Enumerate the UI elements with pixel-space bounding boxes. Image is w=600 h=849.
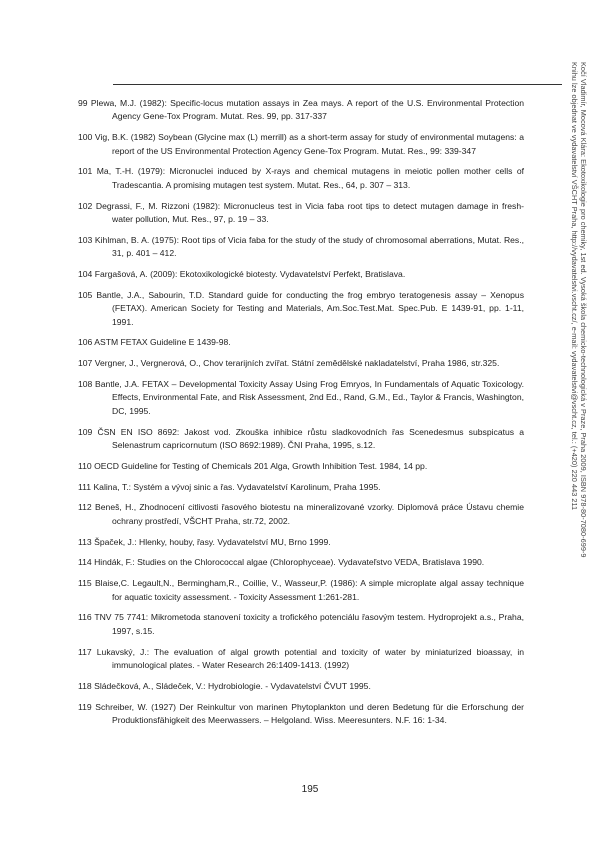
reference-text: Lukavský, J.: The evaluation of algal growth potential and toxicity of water by miniaturized bioassay, in immunological plates. - Water Research 26:1409-1413. (1992) xyxy=(96,646,525,671)
reference-item xyxy=(78,200,524,227)
reference-item xyxy=(78,268,524,281)
reference-text: Vergner, J., Vergnerová, O., Chov terarijních zvířat. Státní zemědělské nakladatelství, Praha 1986, str.325. xyxy=(94,358,500,369)
reference-text: Degrassi, F., M. Rizzoni (1982): Micronucleus test in Vicia faba root tips to detect mutagen damage in fresh-water pollution, Mut. Res., 97, p. 19 – 33. xyxy=(95,200,524,225)
reference-item xyxy=(78,536,524,549)
reference-item xyxy=(78,501,524,528)
reference-text: Kalina, T.: Systém a vývoj sinic a řas. Vydavatelství Karolinum, Praha 1995. xyxy=(93,481,381,492)
reference-text: ČSN EN ISO 8692: Jakost vod. Zkouška inhibice růstu sladkovodních řas Scenedesmus subspicatus a Selenastrum capricornutum (ISO 8692:1989). ČNI Praha, 1995, s.12. xyxy=(97,426,524,451)
reference-number: 119 xyxy=(78,701,92,712)
reference-number: 106 xyxy=(78,337,93,348)
reference-number: 104 xyxy=(78,269,93,280)
reference-text: Plewa, M.J. (1982): Specific-locus mutation assays in Zea mays. A report of the U.S. Environmental Protection Agency Gene-Tox Program. Mutat. Res. 99, pp. 317-337 xyxy=(90,98,525,122)
reference-item xyxy=(78,646,524,673)
reference-text: ASTM FETAX Guideline E 1439-98. xyxy=(94,337,231,348)
reference-number: 103 xyxy=(78,234,93,245)
reference-text: Ma, T.-H. (1979): Micronuclei induced by X-rays and chemical mutagens in meiotic pollen mother cells of Tradescantia. A promising mutagen test system. Mutat. Res., 64, p. 307 – 313. xyxy=(96,166,524,190)
reference-number: 107 xyxy=(78,358,93,369)
reference-number: 99 xyxy=(78,98,88,108)
reference-list xyxy=(78,97,524,735)
side-note-citation: Kočí Vladimír, Mocová Klára: Ekotoxikologie pro chemiky, 1st ed. Vysoká škola chemicko-technologická v Praze, Praha 2009, ISBN 978-80-7080-699-9 xyxy=(579,62,588,558)
reference-item xyxy=(78,556,524,569)
reference-number: 101 xyxy=(78,166,93,177)
page-number: 195 xyxy=(301,784,319,795)
reference-item xyxy=(78,378,524,418)
copyright-side-note xyxy=(570,62,600,622)
reference-text: Fargašová, A. (2009): Ekotoxikologické biotesty. Vydavatelství Perfekt, Bratislava. xyxy=(94,269,406,280)
reference-item xyxy=(78,289,524,329)
header-rule xyxy=(113,84,562,85)
reference-item xyxy=(78,680,524,693)
reference-item xyxy=(78,97,524,124)
reference-text: Schreiber, W. (1927) Der Reinkultur von marinen Phytoplankton und deren Bedetung für die Erforschung der Produktionsfähigkeit des Meerwassers. – Helgoland. Wiss. Meeresunters. N.F. 16: 1-34. xyxy=(95,701,525,726)
side-note-order-info: Knihu lze objednat ve vydavatelství VŠCHT Praha, http://vydavatelstvi.vscht.cz/, e-mail: vydavatelstvi@vscht.cz, tel.: (+420) 220 443 211 xyxy=(570,62,579,511)
reference-number: 102 xyxy=(78,200,93,211)
reference-text: Blaise,C. Legault,N., Bermingham,R., Coillie, V., Wasseur,P. (1986): A simple microplate algal assay technique for aquatic toxicity assessment. - Toxicity Assessment 1:261-281. xyxy=(94,578,525,602)
reference-item xyxy=(78,701,524,728)
reference-text: Kihlman, B. A. (1975): Root tips of Vicia faba for the study of the study of chromosomal aberrations, Mutat. Res., 31, p. 401 – 412. xyxy=(94,234,525,259)
reference-item xyxy=(78,131,524,158)
reference-number: 112 xyxy=(78,502,92,513)
reference-number: 114 xyxy=(78,557,92,568)
reference-item xyxy=(78,426,524,453)
reference-number: 105 xyxy=(78,289,93,300)
reference-item xyxy=(78,460,524,473)
reference-text: Bantle, J.A., Sabourin, T.D. Standard guide for conducting the frog embryo teratogenesis assay – Xenopus (FETAX). American Society for Testing and Materials, Am.Soc.Test.Mat. Spec.Pub. E 1439-91, pp. 1-11, 1991. xyxy=(96,289,524,327)
reference-number: 111 xyxy=(78,481,92,492)
reference-text: TNV 75 7741: Mikrometoda stanovení toxicity a trofického potenciálu řasovým testem. Hydroprojekt a.s., Praha, 1997, s.15. xyxy=(94,612,524,636)
reference-number: 109 xyxy=(78,426,93,437)
reference-text: Špaček, J.: Hlenky, houby, řasy. Vydavatelství MU, Brno 1999. xyxy=(94,536,331,547)
reference-text: OECD Guideline for Testing of Chemicals 201 Alga, Growth Inhibition Test. 1984, 14 pp. xyxy=(94,460,428,471)
reference-number: 113 xyxy=(78,536,92,547)
reference-item xyxy=(78,611,524,638)
reference-text: Beneš, H., Zhodnocení citlivosti řasového biotestu na mineralizované vzorky. Diplomová práce Ústavu chemie ochrany prostředí, VŠCHT Praha, str.72, 2002. xyxy=(95,502,525,526)
reference-text: Hindák, F.: Studies on the Chlorococcal algae (Chlorophyceae). Vydavateľstvo VEDA, Bratislava 1990. xyxy=(94,557,485,568)
reference-item xyxy=(78,165,524,192)
reference-text: Bantle, J.A. FETAX – Developmental Toxicity Assay Using Frog Emryos, In Fundamentals of Aquatic Toxicology. Effects, Environmental Fate, and Risk Assessment, 2nd Ed., Rand, G.M., Ed., Taylor & Francis, Washington, DC, 1995. xyxy=(95,379,524,416)
reference-item xyxy=(78,357,524,370)
reference-item xyxy=(78,336,524,349)
reference-item xyxy=(78,481,524,494)
reference-number: 100 xyxy=(78,132,93,143)
reference-number: 108 xyxy=(78,379,93,390)
reference-text: Sládečková, A., Sládeček, V.: Hydrobiologie. - Vydavatelství ČVUT 1995. xyxy=(94,680,371,691)
reference-text: Vig, B.K. (1982) Soybean (Glycine max (L) merrill) as a short-term assay for study of environmental mutagens: a report of the US Environmental Protection Agency Gene-Tox Program. Mutat. Res., 99: 339-347 xyxy=(94,132,525,156)
reference-number: 110 xyxy=(78,460,92,471)
reference-number: 117 xyxy=(78,646,92,657)
reference-item xyxy=(78,577,524,604)
reference-number: 116 xyxy=(78,612,92,623)
reference-item xyxy=(78,234,524,261)
reference-number: 118 xyxy=(78,680,92,691)
reference-number: 115 xyxy=(78,578,92,589)
